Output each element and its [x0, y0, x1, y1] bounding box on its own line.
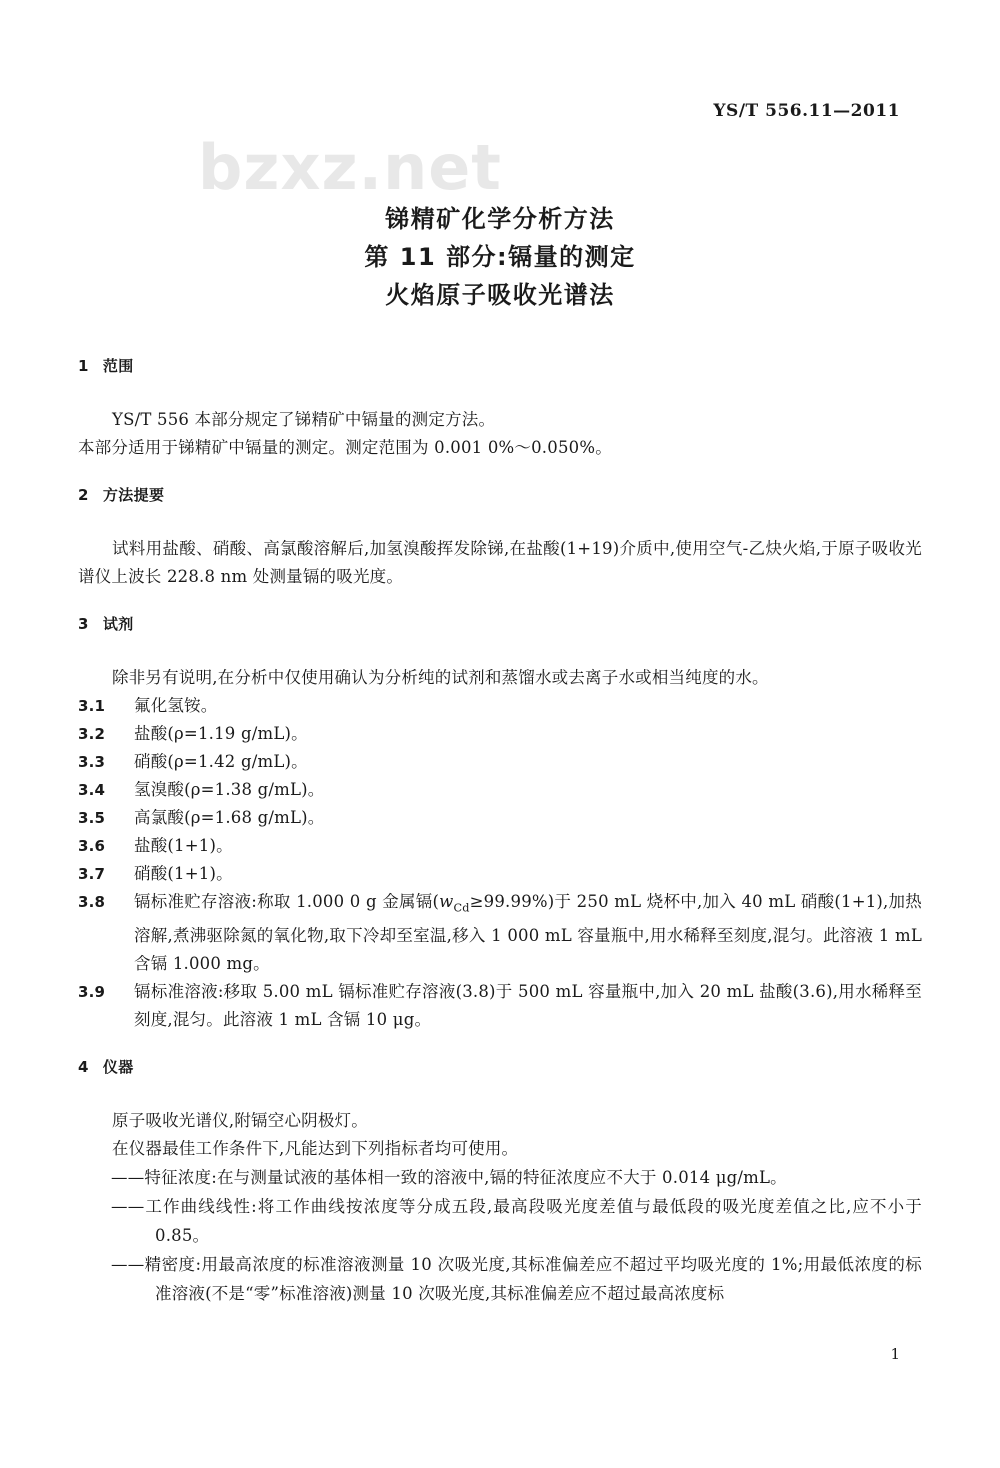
section-heading-4: [78, 1056, 1000, 1077]
section-title-3: 试剂: [102, 615, 134, 633]
section-title-4: 仪器: [102, 1058, 134, 1077]
title-line-3: 火焰原子吸收光谱法: [385, 281, 615, 309]
spec-bullet-characteristic-concentration: ——特征浓度:在与测量试液的基体相一致的溶液中,镉的特征浓度应不大于 0.014 μg/mL。: [111, 1168, 787, 1188]
reagent-item: [78, 860, 922, 888]
section-title-1: 范围: [102, 357, 134, 375]
reagent-item: [78, 776, 922, 804]
spacer: [0, 376, 1000, 406]
reagent-item: [78, 692, 922, 720]
spacer: [0, 634, 1000, 664]
reagent-text-part-b: ≥99.99%)于 250 mL 烧杯中,加入 40 mL 硝酸(1+1),加热溶解,煮沸驱除氮的氧化物,取下冷却至室温,移入 1 000 mL 容量瓶中,用水稀释至刻度,混匀。此溶液 1 mL 含镉 1.000 mg。: [134, 892, 922, 974]
title-line-1: 锑精矿化学分析方法: [385, 205, 615, 233]
reagent-item: [78, 748, 922, 776]
reagent-item: [78, 720, 922, 748]
spacer: [0, 1034, 1000, 1056]
reagent-number: 3.4: [78, 781, 106, 799]
spec-bullet-curve-linearity: ——工作曲线线性:将工作曲线按浓度等分成五段,最高段吸光度差值与最低段的吸光度差值之比,应不小于 0.85。: [111, 1197, 922, 1246]
section-number-1: 1: [78, 357, 89, 375]
reagent-item-39: [78, 978, 922, 1034]
spacer: [0, 505, 1000, 535]
reagent-text: 硝酸(ρ=1.42 g/mL)。: [134, 752, 308, 771]
reagent-text-part-a: 镉标准贮存溶液:称取 1.000 0 g 金属镉(: [134, 892, 440, 911]
reagent-text: 镉标准溶液:移取 5.00 mL 镉标准贮存溶液(3.8)于 500 mL 容量瓶中,加入 20 mL 盐酸(3.6),用水稀释至刻度,混匀。此溶液 1 mL 含镉 10 μg。: [134, 982, 922, 1030]
title-line-2: 第 11 部分:镉量的测定: [364, 243, 636, 271]
subscript-cd: Cd: [453, 901, 470, 915]
section-number-3: 3: [78, 615, 89, 633]
symbol-w: w: [439, 892, 454, 911]
reagent-text: 氢溴酸(ρ=1.38 g/mL)。: [134, 780, 325, 799]
reagent-item: [78, 804, 922, 832]
reagent-text: 氟化氢铵。: [134, 696, 218, 715]
standard-number-header: YS/T 556.11—2011: [713, 101, 900, 121]
reagent-text: 高氯酸(ρ=1.68 g/mL)。: [134, 808, 325, 827]
section-4-paragraph-1: 原子吸收光谱仪,附镉空心阴极灯。: [112, 1111, 368, 1131]
section-1-paragraph-2: 本部分适用于锑精矿中镉量的测定。测定范围为 0.001 0%～0.050%。: [78, 438, 612, 457]
section-number-4: 4: [78, 1058, 89, 1077]
reagent-number: 3.7: [78, 865, 106, 883]
section-3-paragraph-1: 除非另有说明,在分析中仅使用确认为分析纯的试剂和蒸馏水或去离子水或相当纯度的水。: [112, 668, 769, 687]
reagent-number: 3.6: [78, 837, 106, 855]
reagent-number: 3.1: [78, 697, 106, 715]
watermark-bzxz: bzxz.net: [198, 131, 502, 204]
reagent-number: 3.3: [78, 753, 106, 771]
section-heading-2: [78, 484, 1000, 505]
document-title: [0, 200, 1000, 314]
reagent-text: 盐酸(1+1)。: [134, 836, 233, 855]
section-4-paragraph-2: 在仪器最佳工作条件下,凡能达到下列指标者均可使用。: [112, 1139, 519, 1159]
section-title-2: 方法提要: [102, 486, 165, 504]
reagent-number: 3.9: [78, 983, 106, 1002]
section-heading-1: [78, 355, 1000, 376]
spacer: [0, 591, 1000, 613]
section-2-paragraph-1: 试料用盐酸、硝酸、高氯酸溶解后,加氢溴酸挥发除锑,在盐酸(1+19)介质中,使用空气-乙炔火焰,于原子吸收光谱仪上波长 228.8 nm 处测量镉的吸光度。: [78, 539, 922, 586]
page-number: 1: [890, 1345, 900, 1363]
spacer: [0, 1077, 1000, 1107]
reagent-number: 3.2: [78, 725, 106, 743]
section-1-paragraph-1: YS/T 556 本部分规定了锑精矿中镉量的测定方法。: [112, 410, 496, 429]
spacer: [0, 462, 1000, 484]
reagent-item-38: [78, 888, 922, 978]
reagent-text: 盐酸(ρ=1.19 g/mL)。: [134, 724, 308, 743]
reagent-text: 硝酸(1+1)。: [134, 864, 233, 883]
reagent-number: 3.8: [78, 893, 106, 911]
reagent-item: [78, 832, 922, 860]
reagent-number: 3.5: [78, 809, 106, 827]
spec-bullet-precision: ——精密度:用最高浓度的标准溶液测量 10 次吸光度,其标准偏差应不超过平均吸光度的 1%;用最低浓度的标准溶液(不是“零”标准溶液)测量 10 次吸光度,其标准偏差应不超过最高浓度标: [111, 1255, 922, 1304]
document-body: [0, 355, 1000, 1308]
section-heading-3: [78, 613, 1000, 634]
section-number-2: 2: [78, 486, 89, 504]
